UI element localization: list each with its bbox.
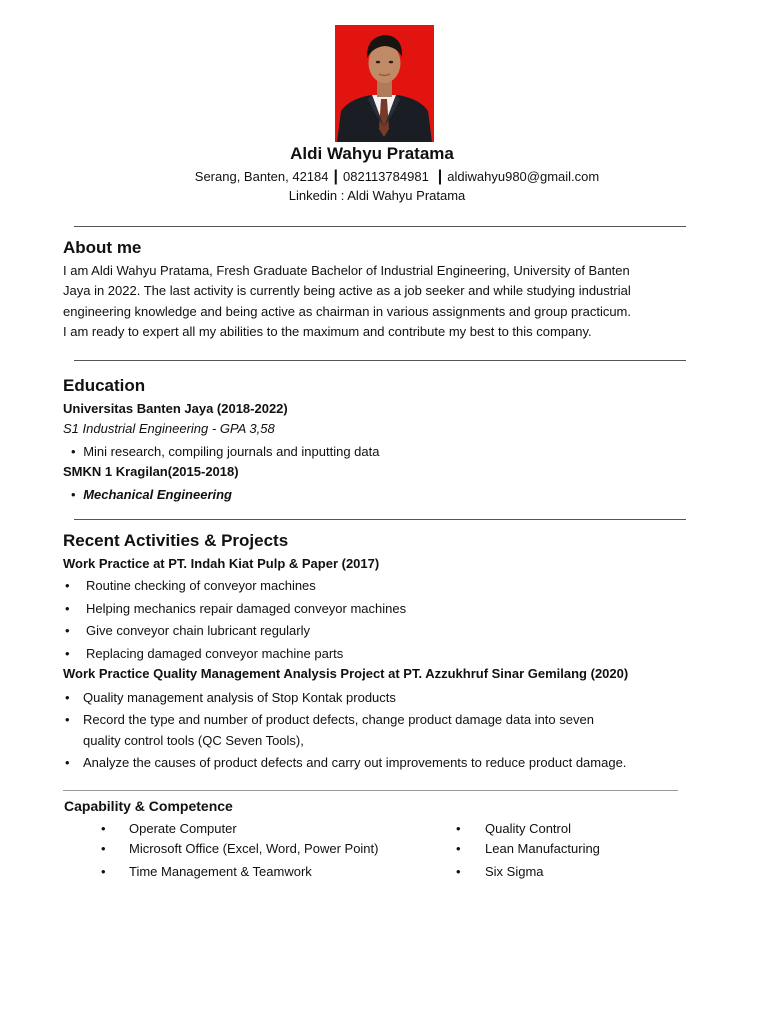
list-item-text: Replacing damaged conveyor machine parts: [86, 646, 344, 661]
list-item: [65, 755, 627, 770]
project-title: Work Practice Quality Management Analysis Project at PT. Azzukhruf Sinar Gemilang (2020): [63, 666, 629, 681]
linkedin-text: Linkedin : Aldi Wahyu Pratama: [288, 188, 466, 203]
divider: [74, 519, 686, 520]
bullet: •: [65, 623, 70, 638]
education-heading: Education: [63, 376, 146, 395]
list-item-text: Routine checking of conveyor machines: [86, 578, 316, 593]
list-item-text: Quality management analysis of Stop Kontak products: [83, 690, 396, 705]
bullet: •: [65, 601, 70, 616]
bullet: •: [65, 690, 70, 705]
bullet: •: [65, 646, 70, 661]
list-item-text: Record the type and number of product defects, change product damage data into seven: [83, 712, 594, 727]
separator: |: [333, 168, 338, 185]
list-item: [65, 690, 396, 705]
school-name: SMKN 1 Kragilan(2015-2018): [63, 464, 239, 479]
bullet: •: [456, 864, 461, 879]
list-item: [71, 487, 232, 502]
list-item: [65, 712, 594, 727]
bullet: •: [65, 755, 70, 770]
about-line: Jaya in 2022. The last activity is currently being active as a job seeker and while studying industrial: [63, 283, 631, 298]
list-item: [65, 646, 344, 661]
list-item: [456, 841, 600, 856]
list-item-text: Lean Manufacturing: [485, 841, 600, 856]
profile-photo: [335, 25, 434, 142]
bullet: •: [71, 444, 76, 459]
list-item: [101, 821, 237, 836]
bullet: •: [101, 864, 106, 879]
list-item-text: Time Management & Teamwork: [129, 864, 312, 879]
list-item-text: Helping mechanics repair damaged conveyor machines: [86, 601, 407, 616]
about-line: I am Aldi Wahyu Pratama, Fresh Graduate Bachelor of Industrial Engineering, University of Banten: [63, 263, 630, 278]
bullet: •: [65, 712, 70, 727]
school-name: Universitas Banten Jaya (2018-2022): [63, 401, 288, 416]
project-title: Work Practice at PT. Indah Kiat Pulp & Paper (2017): [63, 556, 380, 571]
bullet: •: [456, 841, 461, 856]
list-item: [101, 841, 379, 856]
school-degree: S1 Industrial Engineering - GPA 3,58: [63, 421, 275, 436]
bullet: •: [101, 821, 106, 836]
bullet: •: [101, 841, 106, 856]
list-item: [71, 444, 379, 459]
bullet: •: [456, 821, 461, 836]
list-item-continuation: quality control tools (QC Seven Tools),: [83, 733, 304, 748]
candidate-name: Aldi Wahyu Pratama: [290, 144, 454, 163]
divider: [74, 226, 686, 227]
list-item-text: Quality Control: [485, 821, 571, 836]
bullet: •: [71, 487, 76, 502]
capability-heading: Capability & Competence: [64, 798, 233, 814]
list-item: [101, 864, 312, 879]
address-text: Serang, Banten, 42184: [194, 169, 329, 184]
email-link[interactable]: aldiwahyu980@gmail.com: [447, 169, 600, 184]
list-item: [65, 601, 407, 616]
list-item-text: Six Sigma: [485, 864, 544, 879]
about-heading: About me: [63, 238, 142, 257]
list-item: [65, 623, 310, 638]
list-item: [456, 864, 544, 879]
list-item-text: Analyze the causes of product defects and carry out improvements to reduce product damage.: [83, 755, 627, 770]
about-line: I am ready to expert all my abilities to the maximum and contribute my best to this company.: [63, 324, 592, 339]
list-item-text: Mechanical Engineering: [83, 487, 233, 502]
list-item: [456, 821, 571, 836]
contact-line: [0, 168, 768, 186]
divider: [63, 790, 678, 791]
separator: |: [437, 168, 443, 185]
list-item-text: Mini research, compiling journals and inputting data: [83, 444, 380, 459]
activities-heading: Recent Activities & Projects: [63, 531, 289, 550]
list-item-text: Microsoft Office (Excel, Word, Power Point): [129, 841, 379, 856]
about-line: engineering knowledge and being active as chairman in various assignments and group practicum.: [63, 304, 632, 319]
bullet: •: [65, 578, 70, 593]
list-item-text: Give conveyor chain lubricant regularly: [86, 623, 310, 638]
list-item-text: Operate Computer: [129, 821, 237, 836]
phone-text: 082113784981: [343, 169, 429, 184]
list-item: [65, 578, 316, 593]
divider: [74, 360, 686, 361]
